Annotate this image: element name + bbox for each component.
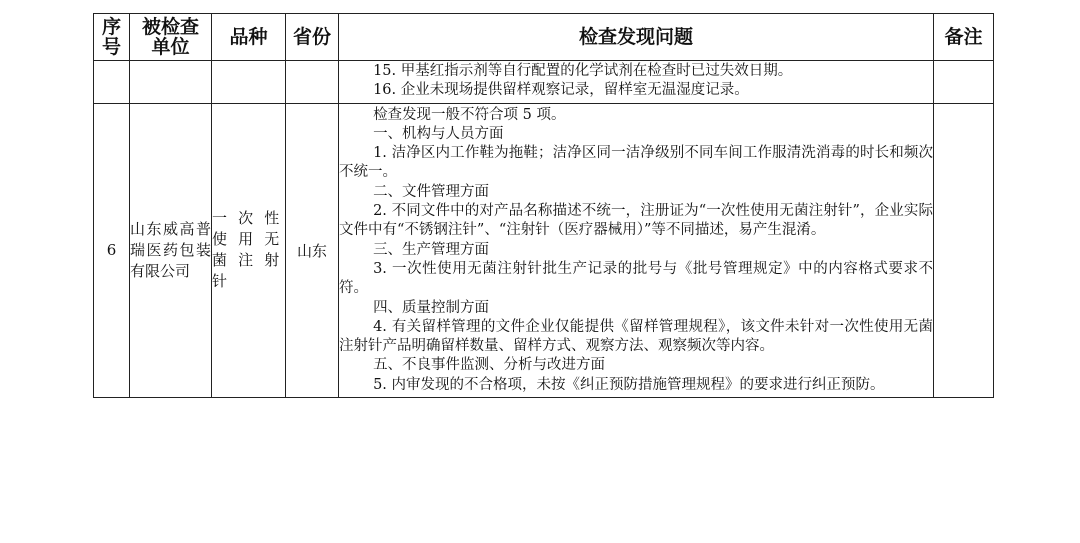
issue-line: 15. 甲基红指示剂等自行配置的化学试剂在检查时已过失效日期。 xyxy=(373,63,793,79)
header-no xyxy=(94,14,130,61)
header-note: 备注 xyxy=(934,14,994,61)
table-row xyxy=(94,103,994,397)
continued-province-cell xyxy=(286,61,339,104)
issue-line: 4. 有关留样管理的文件企业仅能提供《留样管理规程》，该文件未针对一次性使用无菌注射针产品明确留样数量、留样方式、观察方法、观察频次等内容。 xyxy=(339,318,933,355)
header-issues: 检查发现问题 xyxy=(339,14,934,61)
issue-line: 三、生产管理方面 xyxy=(373,241,490,258)
header-row xyxy=(94,14,994,61)
header-no-line2: 号 xyxy=(101,36,121,58)
header-province: 省份 xyxy=(286,14,339,61)
continued-no-cell xyxy=(94,61,130,104)
header-unit xyxy=(130,14,212,61)
table-row-continued xyxy=(94,61,994,104)
continued-issues-cell xyxy=(339,61,934,104)
note-cell xyxy=(934,103,994,397)
issue-line: 2. 不同文件中的对产品名称描述不统一，注册证为“一次性使用无菌注射针”，企业实际文件中有“不锈钢注针”、“注射针（医疗器械用）”等不同描述，易产生混淆。 xyxy=(339,203,933,239)
province: 山东 xyxy=(286,103,339,397)
issue-line: 检查发现一般不符合项 5 项。 xyxy=(373,106,566,123)
header-unit-line1: 被检查 xyxy=(141,16,199,38)
issue-line: 二、文件管理方面 xyxy=(373,183,490,200)
issue-line: 5. 内审发现的不合格项，未按《纠正预防措施管理规程》的要求进行纠正预防。 xyxy=(373,376,885,393)
issue-line: 1. 洁净区内工作鞋为拖鞋；洁净区同一洁净级别不同车间工作服清洗消毒的时长和频次不统一。 xyxy=(339,145,933,181)
header-kind: 品种 xyxy=(212,14,286,61)
row-number: 6 xyxy=(94,103,130,397)
inspection-table xyxy=(93,13,994,398)
issue-line: 一、机构与人员方面 xyxy=(373,125,504,142)
continued-kind-cell xyxy=(212,61,286,104)
header-no-line1: 序 xyxy=(101,16,121,38)
issue-line: 五、不良事件监测、分析与改进方面 xyxy=(373,357,606,374)
issues-cell xyxy=(339,103,934,397)
continued-unit-cell xyxy=(130,61,212,104)
issue-line: 3. 一次性使用无菌注射针批生产记录的批号与《批号管理规定》中的内容格式要求不符。 xyxy=(339,260,933,297)
header-unit-line2: 单位 xyxy=(151,36,190,58)
issue-line: 16. 企业未现场提供留样观察记录，留样室无温湿度记录。 xyxy=(373,82,749,99)
product-kind: 一次性使用无菌注射针 xyxy=(212,103,286,397)
inspected-unit: 山东威高普瑞医药包装有限公司 xyxy=(130,103,212,397)
continued-note-cell xyxy=(934,61,994,104)
issue-line: 四、质量控制方面 xyxy=(373,299,490,316)
